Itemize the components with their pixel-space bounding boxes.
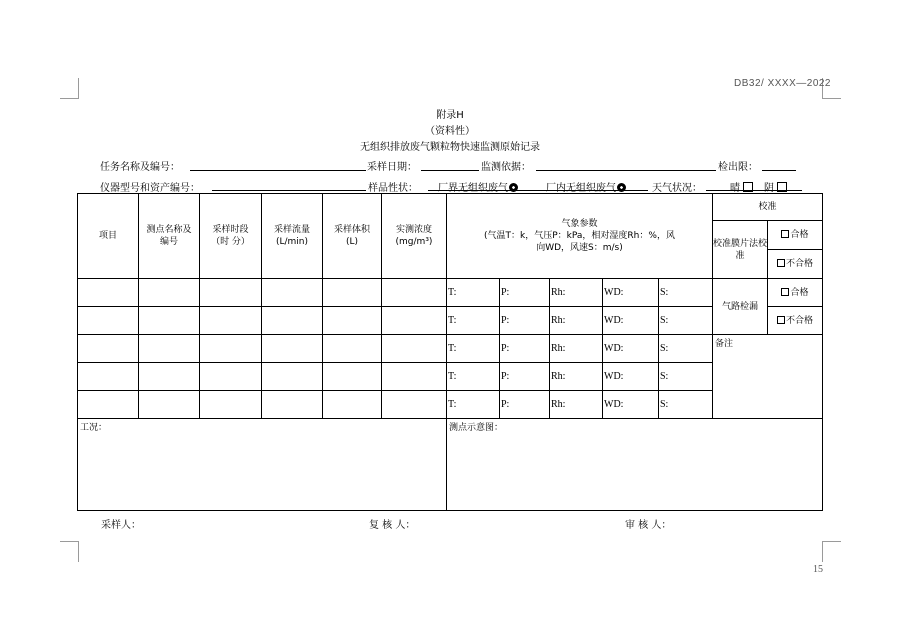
header-weather: 气象参数 (气温T：k，气压P：kPa，相对湿度Rh：%，风 向WD，风速S：m/s) <box>447 194 713 279</box>
header-calibration: 校准 <box>713 194 823 221</box>
weather-s[interactable]: S: <box>659 279 713 307</box>
weather-wd[interactable]: WD: <box>603 279 659 307</box>
basis-label: 监测依据： <box>481 162 531 173</box>
cell-input[interactable] <box>139 363 200 391</box>
weather-p[interactable]: P: <box>500 363 550 391</box>
cell-input[interactable] <box>78 279 139 307</box>
cell-input[interactable] <box>78 335 139 363</box>
weather-sunny-label: 晴 <box>730 183 740 194</box>
weather-t[interactable]: T: <box>447 363 500 391</box>
sample-date-label: 采样日期： <box>367 162 417 173</box>
weather-rh[interactable]: Rh: <box>550 335 603 363</box>
cell-input[interactable] <box>139 307 200 335</box>
cell-input[interactable] <box>139 391 200 419</box>
cell-input[interactable] <box>382 335 447 363</box>
auditor-signature-label: 审 核 人： <box>625 520 672 531</box>
sampler-signature-label: 采样人： <box>101 520 141 531</box>
crop-mark-bottom-left <box>60 541 79 562</box>
page-title: 无组织排放废气颗粒物快速监测原始记录 <box>360 142 540 153</box>
weather-rh[interactable]: Rh: <box>550 363 603 391</box>
cell-input[interactable] <box>382 279 447 307</box>
weather-s[interactable]: S: <box>659 363 713 391</box>
weather-t[interactable]: T: <box>447 307 500 335</box>
weather-p[interactable]: P: <box>500 391 550 419</box>
checkbox-icon <box>777 316 785 324</box>
crop-mark-top-left <box>60 78 79 99</box>
cell-input[interactable] <box>200 363 262 391</box>
conditions-cell[interactable] <box>78 419 447 511</box>
header-volume: 采样体积 (L) <box>323 194 382 279</box>
weather-s[interactable]: S: <box>659 307 713 335</box>
header-concentration: 实测浓度 (mg/m³) <box>382 194 447 279</box>
cell-input[interactable] <box>262 335 323 363</box>
sample-nature-label: 样品性状： <box>368 183 418 194</box>
cell-input[interactable] <box>323 363 382 391</box>
cell-input[interactable] <box>262 363 323 391</box>
cell-input[interactable] <box>382 391 447 419</box>
task-label: 任务名称及编号： <box>100 162 180 173</box>
cell-input[interactable] <box>200 279 262 307</box>
weather-rh[interactable]: Rh: <box>550 279 603 307</box>
weather-wd[interactable]: WD: <box>603 307 659 335</box>
sunny-checkbox-icon <box>743 182 753 192</box>
conditions-label: 工况： <box>80 423 108 433</box>
record-table <box>77 193 823 511</box>
document-id: DB32/ XXXX—2022 <box>734 78 831 89</box>
cell-input[interactable] <box>323 279 382 307</box>
airpath-label: 气路检漏 <box>713 279 768 335</box>
task-input-line[interactable] <box>190 170 366 171</box>
weather-cloudy-label: 阴 <box>764 183 774 194</box>
calib-film-label: 校准膜片法校准 <box>713 221 768 279</box>
cell-input[interactable] <box>382 363 447 391</box>
table-row <box>78 307 823 335</box>
cell-input[interactable] <box>323 307 382 335</box>
basis-input-line[interactable] <box>536 170 716 171</box>
cloudy-checkbox-icon <box>777 182 787 192</box>
instrument-input-line[interactable] <box>212 190 366 191</box>
remarks-cell[interactable] <box>713 335 823 419</box>
weather-t[interactable]: T: <box>447 391 500 419</box>
appendix-label: 附录H <box>436 110 464 121</box>
weather-rh[interactable]: Rh: <box>550 391 603 419</box>
cell-input[interactable] <box>78 307 139 335</box>
table-row <box>78 335 823 363</box>
radio-filled-icon <box>509 183 518 192</box>
weather-t[interactable]: T: <box>447 279 500 307</box>
cell-input[interactable] <box>200 391 262 419</box>
cell-input[interactable] <box>200 335 262 363</box>
crop-mark-bottom-right <box>822 541 841 562</box>
page-number: 15 <box>813 564 823 575</box>
weather-p[interactable]: P: <box>500 335 550 363</box>
cell-input[interactable] <box>200 307 262 335</box>
detection-limit-label: 检出限： <box>718 162 758 173</box>
header-time: 采样时段 （时 分） <box>200 194 262 279</box>
radio-filled-icon <box>617 183 626 192</box>
instrument-label: 仪器型号和资产编号： <box>100 183 200 194</box>
weather-wd[interactable]: WD: <box>603 335 659 363</box>
checkbox-icon <box>777 259 785 267</box>
calib-film-fail[interactable]: 不合格 <box>768 250 823 279</box>
header-item: 项目 <box>78 194 139 279</box>
weather-rh[interactable]: Rh: <box>550 307 603 335</box>
cell-input[interactable] <box>323 391 382 419</box>
weather-wd[interactable]: WD: <box>603 363 659 391</box>
weather-p[interactable]: P: <box>500 307 550 335</box>
cell-input[interactable] <box>139 279 200 307</box>
table-row <box>78 279 823 307</box>
table-row <box>78 391 823 419</box>
checkbox-icon <box>781 230 789 238</box>
reviewer-signature-label: 复 核 人： <box>369 520 416 531</box>
weather-sunny[interactable] <box>730 179 753 194</box>
remarks-label: 备注 <box>715 339 734 349</box>
weather-p[interactable]: P: <box>500 279 550 307</box>
weather-wd[interactable]: WD: <box>603 391 659 419</box>
airpath-fail[interactable]: 不合格 <box>768 307 823 335</box>
weather-t[interactable]: T: <box>447 335 500 363</box>
table-row <box>78 363 823 391</box>
option-inside[interactable] <box>546 179 626 194</box>
header-point: 测点名称及 编号 <box>139 194 200 279</box>
cell-input[interactable] <box>262 307 323 335</box>
cell-input[interactable] <box>323 335 382 363</box>
weather-label: 天气状况： <box>652 183 702 194</box>
header-flow: 采样流量 (L/min) <box>262 194 323 279</box>
option-boundary[interactable] <box>438 179 518 194</box>
sample-date-input-line[interactable] <box>421 170 479 171</box>
weather-cloudy[interactable] <box>764 179 787 194</box>
calib-film-pass[interactable]: 合格 <box>768 221 823 250</box>
cell-input[interactable] <box>78 363 139 391</box>
weather-s[interactable]: S: <box>659 335 713 363</box>
option-boundary-label: 厂界无组织废气 <box>438 183 508 194</box>
cell-input[interactable] <box>262 279 323 307</box>
sketch-label: 测点示意图： <box>449 423 504 433</box>
weather-underline <box>706 190 802 191</box>
cell-input[interactable] <box>262 391 323 419</box>
checkbox-icon <box>781 288 789 296</box>
sketch-cell[interactable] <box>447 419 823 511</box>
option-inside-label: 厂内无组织废气 <box>546 183 616 194</box>
cell-input[interactable] <box>382 307 447 335</box>
cell-input[interactable] <box>78 391 139 419</box>
appendix-nature: （资料性） <box>425 126 475 137</box>
weather-s[interactable]: S: <box>659 391 713 419</box>
airpath-pass[interactable]: 合格 <box>768 279 823 307</box>
detection-limit-input-line[interactable] <box>762 170 796 171</box>
cell-input[interactable] <box>139 335 200 363</box>
